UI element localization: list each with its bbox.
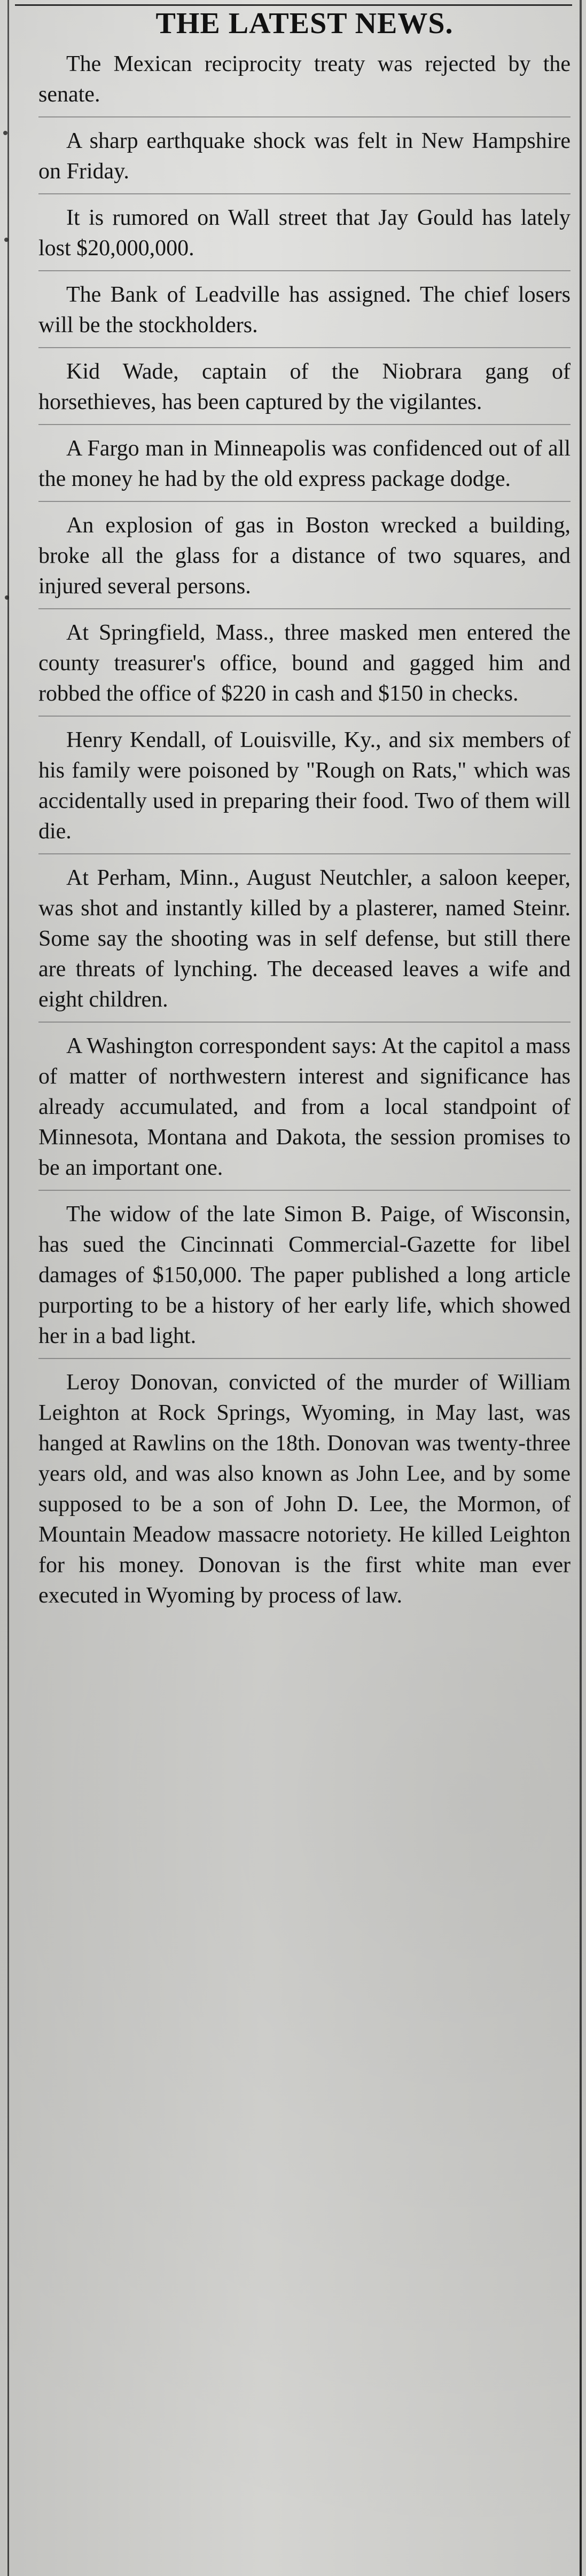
item-divider [38, 347, 571, 348]
news-item [38, 126, 571, 194]
news-item-text: A sharp earthquake shock was felt in New Hampshire on Friday. [38, 129, 571, 184]
news-item [38, 49, 571, 117]
news-item [38, 280, 571, 348]
news-item [38, 357, 571, 425]
news-item [38, 203, 571, 271]
article-column [38, 7, 571, 1617]
news-item-text: Leroy Donovan, convicted of the murder of William Leighton at Rock Springs, Wyoming, in May last, was hanged at Rawlins on the 18th. Donovan was twenty-three years old, and was also known as John Lee, and by some supposed to be a son of John D. Lee, the Mormon, of Mountain Meadow massacre notoriety. He killed Leighton for his money. Donovan is the first white man ever executed in Wyoming by process of law. [38, 1370, 571, 1608]
news-item-text: Henry Kendall, of Louisville, Ky., and six members of his family were poisoned by "Rough on Rats," which was accidentally used in preparing their food. Two of them will die. [38, 728, 571, 844]
right-column-rule [580, 0, 582, 2576]
news-item-text: Kid Wade, captain of the Niobrara gang of horsethieves, has been captured by the vigilantes. [38, 359, 571, 415]
margin-dot [5, 595, 9, 600]
news-item [38, 863, 571, 1023]
item-divider [38, 716, 571, 717]
item-divider [38, 193, 571, 194]
news-item-text: The widow of the late Simon B. Paige, of Wisconsin, has sued the Cincinnati Commercial-Gazette for libel damages of $150,000. The paper published a long article purporting to be a history of her early life, which showed her in a bad light. [38, 1202, 571, 1349]
news-item-text: At Springfield, Mass., three masked men entered the county treasurer's office, bound and gagged him and robbed the office of $220 in cash and $150 in checks. [38, 621, 571, 706]
item-divider [38, 116, 571, 117]
item-divider [38, 1358, 571, 1359]
margin-dot [3, 131, 7, 135]
news-item [38, 618, 571, 717]
news-item [38, 1199, 571, 1359]
news-item-text: The Bank of Leadville has assigned. The chief losers will be the stockholders. [38, 282, 571, 338]
item-divider [38, 424, 571, 425]
news-item [38, 511, 571, 609]
item-divider [38, 270, 571, 271]
item-divider [38, 1190, 571, 1191]
news-item-text: It is rumored on Wall street that Jay Gould has lately lost $20,000,000. [38, 206, 571, 261]
news-item [38, 725, 571, 854]
news-item [38, 1368, 571, 1611]
news-item-text: A Fargo man in Minneapolis was confidenced out of all the money he had by the old express package dodge. [38, 436, 571, 492]
item-divider [38, 501, 571, 502]
news-item-text: At Perham, Minn., August Neutchler, a saloon keeper, was shot and instantly killed by a plasterer, named Steinr. Some say the shooting was in self defense, but still there are threats of lynching. The deceased leaves a wife and eight children. [38, 866, 571, 1012]
news-item [38, 1031, 571, 1191]
news-item-text: A Washington correspondent says: At the capitol a mass of matter of northwestern interest and significance has already accumulated, and from a local standpoint of Minnesota, Montana and Dakota, the session promises to be an important one. [38, 1034, 571, 1181]
margin-dot [4, 238, 9, 242]
news-item-text: An explosion of gas in Boston wrecked a building, broke all the glass for a distance of two squares, and injured several persons. [38, 513, 571, 599]
top-rule [15, 4, 572, 6]
item-divider [38, 1022, 571, 1023]
news-item [38, 434, 571, 502]
page-title: THE LATEST NEWS. [155, 7, 454, 40]
item-divider [38, 853, 571, 854]
news-item-text: The Mexican reciprocity treaty was rejected by the senate. [38, 52, 571, 107]
left-column-rule [7, 0, 9, 2576]
item-divider [38, 608, 571, 609]
